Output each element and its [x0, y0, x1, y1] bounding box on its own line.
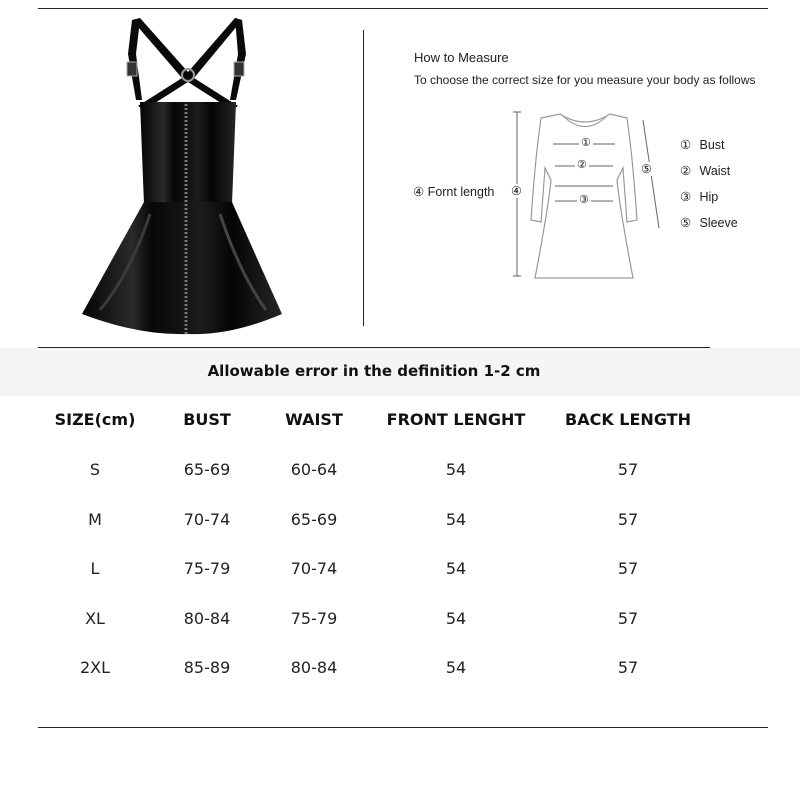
table-cell-bust: 70-74 [183, 510, 231, 529]
table-cell-front-length: 54 [445, 658, 467, 677]
header-waist: WAIST [285, 410, 343, 429]
table-cell-size: XL [85, 609, 105, 628]
table-cell-bust: 85-89 [183, 658, 231, 677]
how-to-measure-title: How to Measure [414, 50, 509, 65]
legend-label: Waist [699, 164, 731, 178]
legend-number: ① [680, 138, 692, 152]
table-cell-front-length: 54 [445, 460, 467, 479]
table-cell-front-length: 54 [445, 510, 467, 529]
header-bust: BUST [183, 410, 231, 429]
table-cell-waist: 75-79 [290, 609, 338, 628]
legend-item-sleeve [680, 215, 738, 230]
table-cell-size: S [89, 460, 101, 479]
table-cell-bust: 65-69 [183, 460, 231, 479]
legend-number: ③ [680, 190, 692, 204]
table-cell-back-length: 57 [617, 609, 639, 628]
legend-number: ⑤ [680, 216, 692, 230]
table-cell-waist: 60-64 [290, 460, 338, 479]
legend-item-hip [680, 189, 718, 204]
table-cell-size: 2XL [79, 658, 111, 677]
bottom-rule [38, 727, 768, 728]
header-back-length: BACK LENGTH [565, 410, 691, 429]
table-cell-front-length: 54 [445, 559, 467, 578]
table-cell-back-length: 57 [617, 559, 639, 578]
legend-item-bust [680, 137, 725, 152]
how-to-measure-subtitle: To choose the correct size for you measure your body as follows [414, 73, 756, 87]
diagram-number-2: ② [577, 159, 587, 171]
table-cell-waist: 70-74 [290, 559, 338, 578]
header-size: SIZE(cm) [54, 410, 136, 429]
table-cell-back-length: 57 [617, 460, 639, 479]
vertical-divider [363, 30, 364, 326]
table-cell-size: L [90, 559, 100, 578]
top-rule [38, 8, 768, 9]
diagram-number-3: ③ [579, 194, 589, 206]
header-front-length: FRONT LENGHT [386, 410, 526, 429]
legend-label: Hip [699, 190, 719, 204]
diagram-number-5: ⑤ [641, 162, 652, 176]
legend-label: Sleeve [699, 216, 738, 230]
legend-item-waist [680, 163, 730, 178]
diagram-number-1: ① [581, 137, 591, 149]
table-cell-size: M [88, 510, 102, 529]
front-length-label: ④ Fornt length [413, 185, 495, 199]
table-cell-bust: 75-79 [183, 559, 231, 578]
table-cell-waist: 80-84 [290, 658, 338, 677]
table-cell-bust: 80-84 [183, 609, 231, 628]
table-cell-back-length: 57 [617, 510, 639, 529]
table-cell-waist: 65-69 [290, 510, 338, 529]
table-cell-front-length: 54 [445, 609, 467, 628]
product-image-dress [70, 14, 295, 344]
allowable-error-text: Allowable error in the definition 1-2 cm [207, 362, 541, 380]
legend-label: Bust [699, 138, 725, 152]
diagram-number-4: ④ [511, 184, 522, 198]
legend-number: ② [680, 164, 692, 178]
table-cell-back-length: 57 [617, 658, 639, 677]
